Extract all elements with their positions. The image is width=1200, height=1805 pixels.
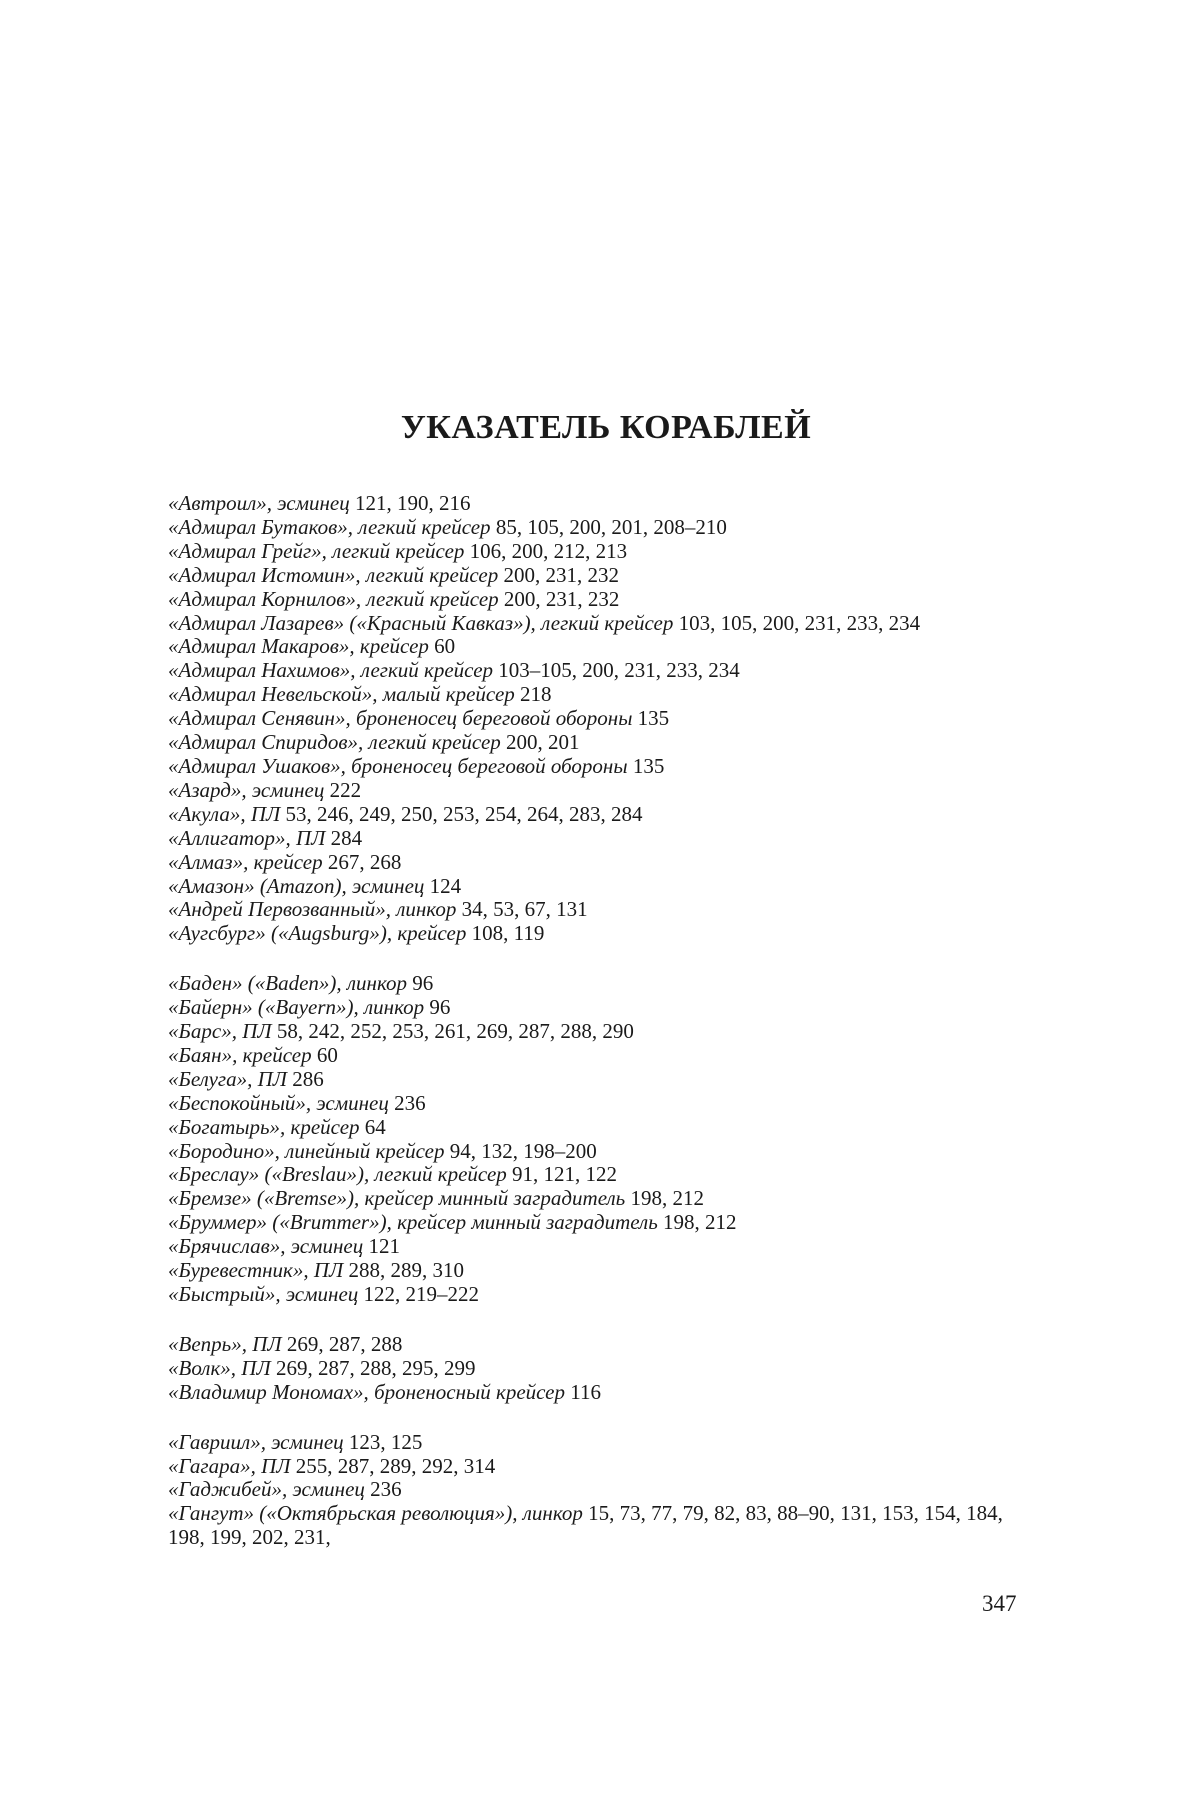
index-entry — [168, 1357, 1028, 1381]
ship-type: крейсер — [253, 849, 323, 874]
index-entry — [168, 803, 1028, 827]
page-references: 123, 125 — [348, 1429, 423, 1454]
ship-name: «Бремзе» («Bremse»), — [168, 1186, 360, 1211]
ship-type: ПЛ — [250, 801, 281, 826]
ship-name: «Амазон» (Amazon), — [168, 873, 347, 898]
ship-type: легкий крейсер — [365, 562, 499, 587]
ship-type: эсминец — [292, 1477, 365, 1502]
page-references: 121 — [368, 1234, 400, 1259]
page-references: 94, 132, 198–200 — [449, 1138, 597, 1163]
ship-name: «Бруммер» («Brummer»), — [168, 1210, 392, 1235]
index-entry — [168, 1333, 1028, 1357]
index-letter-group — [168, 492, 1028, 946]
page-references: 96 — [429, 995, 451, 1020]
page-references: 116 — [570, 1379, 601, 1404]
page-references: 286 — [292, 1066, 324, 1091]
index-entry — [168, 492, 1028, 516]
ship-name: «Владимир Мономах», — [168, 1379, 369, 1404]
page-references: 200, 201 — [506, 730, 580, 755]
ship-name: «Буревестник», — [168, 1258, 309, 1283]
ship-type: эсминец — [251, 777, 325, 802]
index-entry — [168, 1235, 1028, 1259]
ship-type: эсминец — [285, 1282, 359, 1306]
page-references: 108, 119 — [471, 921, 545, 946]
ship-name: «Автроил», — [168, 491, 273, 515]
ship-name: «Белуга», — [168, 1066, 253, 1091]
ship-name: «Азард», — [168, 777, 247, 802]
ship-type: линейный крейсер — [285, 1138, 445, 1163]
page-references: 122, 219–222 — [363, 1282, 480, 1306]
page-references: 91, 121, 122 — [512, 1162, 618, 1187]
ship-type: крейсер — [359, 634, 429, 659]
ship-type: ПЛ — [242, 1019, 272, 1044]
ship-type: эсминец — [271, 1429, 344, 1454]
ship-type: броненосный крейсер — [374, 1379, 566, 1404]
ship-type: малый крейсер — [382, 682, 515, 707]
ship-name: «Байерн» («Bayern»), — [168, 995, 359, 1020]
page-references: 198, 212 — [663, 1210, 737, 1235]
ship-type: ПЛ — [257, 1066, 287, 1091]
ship-name: «Брячислав», — [168, 1234, 286, 1259]
index-entry — [168, 779, 1028, 803]
index-entry — [168, 922, 1028, 946]
index-entry — [168, 755, 1028, 779]
page-references: 198, 212 — [630, 1186, 704, 1211]
page-references: 85, 105, 200, 201, 208–210 — [495, 514, 727, 539]
page-references: 267, 268 — [327, 849, 402, 874]
index-entry — [168, 1140, 1028, 1164]
index-entry — [168, 540, 1028, 564]
index-entry — [168, 898, 1028, 922]
index-entry — [168, 1259, 1028, 1283]
ship-type: крейсер минный заградитель — [397, 1210, 658, 1235]
ship-type: крейсер минный заградитель — [364, 1186, 626, 1211]
index-entry — [168, 612, 1028, 636]
ship-name: «Вепрь», — [168, 1331, 247, 1356]
ship-type: эсминец — [316, 1090, 389, 1115]
index-entry — [168, 1044, 1028, 1068]
index-entry — [168, 1092, 1028, 1116]
index-entry — [168, 588, 1028, 612]
ship-name: «Адмирал Бутаков», — [168, 514, 354, 539]
ship-type: легкий крейсер — [332, 538, 465, 563]
ship-name: «Гавриил», — [168, 1429, 266, 1454]
index-entry — [168, 1116, 1028, 1140]
ship-name: «Волк», — [168, 1355, 237, 1380]
ship-index — [168, 492, 1028, 1576]
index-entry — [168, 1283, 1028, 1307]
page-references: 218 — [520, 682, 552, 707]
ship-name: «Бреслау» («Breslau»), — [168, 1162, 370, 1187]
page-references: 60 — [316, 1042, 338, 1067]
page-references: 269, 287, 288, 295, 299 — [275, 1355, 476, 1380]
ship-type: легкий крейсер — [366, 586, 499, 611]
ship-name: «Адмирал Макаров», — [168, 634, 355, 659]
index-entry — [168, 564, 1028, 588]
index-entry — [168, 996, 1028, 1020]
ship-name: «Адмирал Невельской», — [168, 682, 378, 707]
index-entry — [168, 1020, 1028, 1044]
ship-type: легкий крейсер — [360, 658, 494, 683]
ship-type: легкий крейсер — [541, 610, 674, 635]
ship-name: «Адмирал Лазарев» («Красный Кавказ»), — [168, 610, 536, 635]
ship-name: «Андрей Первозванный», — [168, 897, 391, 922]
page-references: 236 — [370, 1477, 402, 1502]
index-entry — [168, 1502, 1028, 1550]
index-entry — [168, 731, 1028, 755]
index-entry — [168, 1431, 1028, 1455]
ship-name: «Быстрый», — [168, 1282, 281, 1306]
ship-name: «Адмирал Корнилов», — [168, 586, 362, 611]
ship-name: «Гаджибей», — [168, 1477, 288, 1502]
ship-type: крейсер — [290, 1114, 360, 1139]
ship-name: «Беспокойный», — [168, 1090, 312, 1115]
page-references: 103, 105, 200, 231, 233, 234 — [678, 610, 921, 635]
ship-name: «Гангут» («Октябрьская революция»), — [168, 1501, 518, 1526]
ship-name: «Богатырь», — [168, 1114, 286, 1139]
ship-type: ПЛ — [252, 1331, 282, 1356]
index-entry — [168, 875, 1028, 899]
page-references: 34, 53, 67, 131 — [461, 897, 588, 922]
page-references: 284 — [330, 825, 363, 850]
ship-type: линкор — [364, 995, 425, 1020]
index-entry — [168, 1478, 1028, 1502]
ship-name: «Адмирал Грейг», — [168, 538, 327, 563]
ship-name: «Адмирал Истомин», — [168, 562, 361, 587]
ship-type: линкор — [396, 897, 457, 922]
ship-type: линкор — [522, 1501, 583, 1526]
page-references: 222 — [329, 777, 362, 802]
ship-type: крейсер — [397, 921, 467, 946]
page-references: 135 — [637, 706, 670, 731]
page-references: 236 — [394, 1090, 426, 1115]
ship-name: «Барс», — [168, 1019, 237, 1044]
ship-name: «Аугсбург» («Augsburg»), — [168, 921, 393, 946]
ship-type: легкий крейсер — [358, 514, 491, 539]
ship-type: крейсер — [242, 1042, 312, 1067]
index-entry — [168, 707, 1028, 731]
ship-type: эсминец — [277, 491, 350, 515]
index-entry — [168, 972, 1028, 996]
index-letter-group — [168, 1431, 1028, 1551]
page-title: УКАЗАТЕЛЬ КОРАБЛЕЙ — [400, 409, 812, 446]
page-references: 269, 287, 288 — [286, 1331, 403, 1356]
ship-type: броненосец береговой обороны — [355, 706, 633, 731]
index-entry — [168, 1068, 1028, 1092]
page-references: 135 — [632, 753, 665, 778]
ship-name: «Гагара», — [168, 1453, 256, 1478]
index-entry — [168, 851, 1028, 875]
ship-name: «Акула», — [168, 801, 246, 826]
index-letter-group — [168, 1333, 1028, 1405]
index-entry — [168, 1381, 1028, 1405]
page-references: 53, 246, 249, 250, 253, 254, 264, 283, 284 — [285, 801, 643, 826]
ship-name: «Алмаз», — [168, 849, 249, 874]
ship-name: «Адмирал Сенявин», — [168, 706, 351, 731]
page-references: 106, 200, 212, 213 — [469, 538, 628, 563]
index-entry — [168, 516, 1028, 540]
page-references: 64 — [364, 1114, 386, 1139]
ship-type: эсминец — [351, 873, 425, 898]
page-references: 255, 287, 289, 292, 314 — [295, 1453, 496, 1478]
page-references: 200, 231, 232 — [503, 586, 620, 611]
page-references: 96 — [412, 971, 434, 996]
index-entry — [168, 1187, 1028, 1211]
page-number: 347 — [982, 1591, 1017, 1616]
ship-name: «Адмирал Нахимов», — [168, 658, 356, 683]
page-references: 15, 73, 77, 79, 82, 83, 88–90, 131, 153, 154, 184, 198, 199, 202, 231, — [168, 1501, 1003, 1550]
ship-type: легкий крейсер — [374, 1162, 507, 1187]
ship-type: легкий крейсер — [368, 730, 501, 755]
index-entry — [168, 1211, 1028, 1235]
ship-name: «Баден» («Baden»), — [168, 971, 342, 996]
page-references: 124 — [429, 873, 462, 898]
ship-name: «Бородино», — [168, 1138, 280, 1163]
index-letter-group — [168, 972, 1028, 1307]
ship-type: эсминец — [290, 1234, 364, 1259]
ship-type: линкор — [346, 971, 407, 996]
index-entry — [168, 635, 1028, 659]
ship-name: «Аллигатор», — [168, 825, 291, 850]
ship-type: ПЛ — [296, 825, 326, 850]
page-references: 103–105, 200, 231, 233, 234 — [498, 658, 740, 683]
ship-type: ПЛ — [261, 1453, 291, 1478]
ship-type: ПЛ — [241, 1355, 271, 1380]
index-entry — [168, 1163, 1028, 1187]
ship-type: броненосец береговой обороны — [351, 753, 628, 778]
index-entry — [168, 827, 1028, 851]
page-references: 121, 190, 216 — [354, 491, 471, 515]
page-references: 58, 242, 252, 253, 261, 269, 287, 288, 290 — [276, 1019, 634, 1044]
index-entry — [168, 1455, 1028, 1479]
page-references: 60 — [434, 634, 456, 659]
ship-type: ПЛ — [313, 1258, 344, 1283]
index-entry — [168, 659, 1028, 683]
ship-name: «Адмирал Ушаков», — [168, 753, 346, 778]
ship-name: «Адмирал Спиридов», — [168, 730, 364, 755]
page-references: 288, 289, 310 — [348, 1258, 465, 1283]
page-references: 200, 231, 232 — [503, 562, 619, 587]
index-entry — [168, 683, 1028, 707]
ship-name: «Баян», — [168, 1042, 238, 1067]
